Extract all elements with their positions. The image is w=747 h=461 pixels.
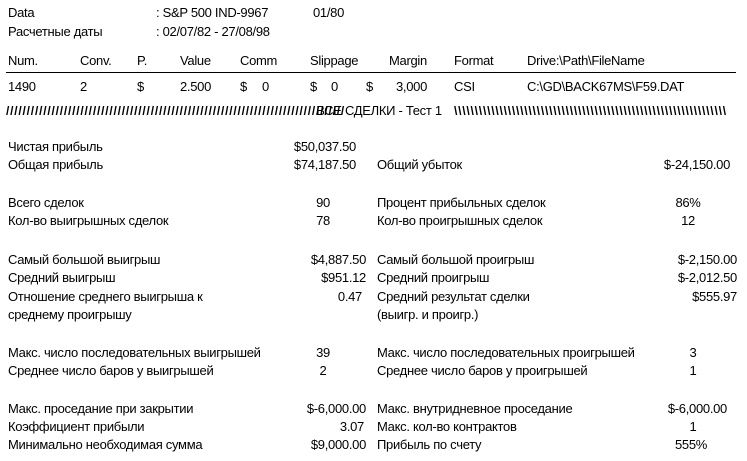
ratio-label-line1: Отношение среднего выигрыша к [8,289,203,304]
banner-right-fill: \\\\\\\\\\\\\\\\\\\\\\\\\\\\\\\\\\\\\\\\\\\\\\\\\\\\\\\\\\\\\\\\\\ [454,104,727,118]
param-margin-symbol: $ [366,79,373,94]
gross-loss-value: $-24,150.00 [663,157,730,172]
winning-trades-label: Кол-во выигрышных сделок [8,213,169,228]
min-required-value: $9,000.00 [310,437,366,452]
avg-trade-label-line1: Средний результат сделки [377,289,530,304]
max-dd-close-label: Макс. проседание при закрытии [8,401,194,416]
largest-win-value: $4,887.50 [310,252,366,267]
avg-bars-win-label: Среднее число баров у выигрышей [8,363,214,378]
max-contracts-value: 1 [689,419,697,434]
param-p: $ [137,79,144,94]
gross-loss-label: Общий убыток [377,157,462,172]
col-header-num: Num. [8,53,38,68]
data-label: Data [8,5,35,20]
param-comm-symbol: $ [240,79,247,94]
max-dd-close-value: $-6,000.00 [306,401,366,416]
col-header-format: Format [454,53,494,68]
col-header-value: Value [180,53,211,68]
largest-win-label: Самый большой выигрыш [8,252,161,267]
pct-profitable-label: Процент прибыльных сделок [377,195,546,210]
col-header-path: Drive:\Path\FileName [527,53,645,68]
param-comm: 0 [262,79,269,94]
param-format: CSI [454,79,475,94]
gross-profit-value: $74,187.50 [293,157,356,172]
data-value: : S&P 500 IND-9967 [156,5,269,20]
ratio-value: 0.47 [337,289,362,304]
max-dd-intraday-value: $-6,000.00 [667,401,727,416]
param-conv: 2 [80,79,87,94]
col-header-comm: Comm [240,53,278,68]
avg-win-label: Средний выигрыш [8,270,116,285]
min-required-label: Минимально необходимая сумма [8,437,203,452]
largest-loss-value: $-2,150.00 [677,252,737,267]
net-profit-label: Чистая прибыль [8,139,103,154]
profit-factor-label: Коэффициент прибыли [8,419,145,434]
param-value: 2.500 [180,79,212,94]
data-extra: 01/80 [313,5,345,20]
col-header-p: P. [137,53,148,68]
total-trades-value: 90 [316,195,330,210]
gross-profit-label: Общая прибыль [8,157,103,172]
param-slippage-symbol: $ [310,79,317,94]
max-contracts-label: Макс. кол-во контрактов [377,419,517,434]
winning-trades-value: 78 [316,213,330,228]
max-consec-losses-value: 3 [689,345,697,360]
profit-factor-value: 3.07 [339,419,364,434]
col-header-conv: Conv. [80,53,112,68]
net-profit-value: $50,037.50 [293,139,356,154]
return-on-account-value: 555% [674,437,708,452]
avg-win-value: $951.12 [321,270,366,285]
max-dd-intraday-label: Макс. внутридневное проседание [377,401,573,416]
param-num: 1490 [8,79,36,94]
banner-left-fill: ////////////////////////////////////////////////////////////////////////////////// [6,104,345,118]
avg-trade-value: $555.97 [692,289,737,304]
max-consec-losses-label: Макс. число последовательных проигрышей [377,345,635,360]
col-header-margin: Margin [389,53,427,68]
banner-title: ВСЕ СДЕЛКИ - Тест 1 [316,103,442,118]
avg-loss-value: $-2,012.50 [677,270,737,285]
ratio-label-line2: среднему проигрышу [8,307,132,322]
return-on-account-label: Прибыль по счету [377,437,482,452]
param-path: C:\GD\BACK67MS\F59.DAT [527,79,685,94]
largest-loss-label: Самый большой проигрыш [377,252,535,267]
dates-value: : 02/07/82 - 27/08/98 [156,24,270,39]
losing-trades-label: Кол-во проигрышных сделок [377,213,543,228]
col-header-slippage: Slippage [310,53,359,68]
param-margin: 3,000 [396,79,428,94]
param-slippage: 0 [331,79,338,94]
dates-label: Расчетные даты [8,24,103,39]
max-consec-wins-label: Макс. число последовательных выигрышей [8,345,261,360]
avg-bars-loss-value: 1 [689,363,697,378]
total-trades-label: Всего сделок [8,195,84,210]
table-divider [6,72,736,73]
avg-loss-label: Средний проигрыш [377,270,490,285]
avg-bars-loss-label: Среднее число баров у проигрышей [377,363,588,378]
losing-trades-value: 12 [681,213,695,228]
max-consec-wins-value: 39 [316,345,330,360]
pct-profitable-value: 86% [675,195,701,210]
avg-bars-win-value: 2 [319,363,327,378]
avg-trade-label-line2: (выигр. и проигр.) [377,307,479,322]
